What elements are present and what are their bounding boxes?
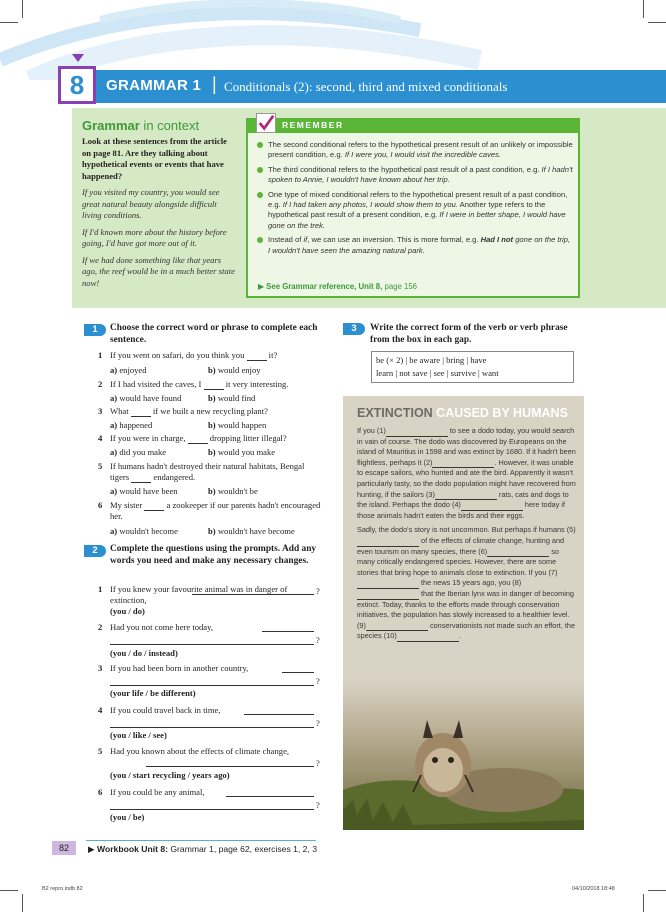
gap-number: (7) [548,567,558,577]
example-sentence: If you visited my country, you would see great natural beauty alongside difficult living conditions. [82,187,220,220]
workbook-reference[interactable]: ▶ Workbook Unit 8: Grammar 1, page 62, exercises 1, 2, 3 [88,844,318,854]
gap-blank[interactable] [397,633,459,642]
ex1-question: 3 What if we built a new recycling plant? [98,406,268,416]
remember-item: Instead of if, we can use an inversion. This is more formal, e.g. Had I not gone on the trip, I wouldn't have seen the amazing natural park. [256,235,574,256]
gap-blank[interactable] [357,538,419,547]
prompt: (your life / be different) [110,688,196,698]
ex2-question: 3 If you had been born in another country, [98,663,249,673]
header-decoration [0,0,666,80]
ex2-question: 6 If you could be any animal, [98,787,205,797]
ex2-question: 4 If you could travel back in time, [98,705,221,715]
gap-number: (5) [566,525,576,535]
crop-mark [648,890,666,891]
exercise-instruction: Write the correct form of the verb or verb phrase from the box in each gap. [370,323,568,345]
ex1-question: 2 If I had visited the caves, I it very interesting. [98,379,289,389]
answer-line[interactable] [146,766,314,767]
checkmark-icon [256,113,276,133]
article-text: . However, it was unable to escape sailors, who hunted and ate the bird. Apparently it wasn't particularly tasty, so the dodo population might have recovered from hunting, if the sailors [357,457,576,499]
gap-number: (6) [478,546,488,556]
option-b[interactable]: b) would find [208,393,256,403]
word-box-row: be (× 2) | be aware | bring | have [376,355,487,365]
article-text: here today if those animals hadn't eaten the birds and their eggs. [357,500,566,520]
answer-blank[interactable] [204,380,224,390]
bullet-icon [257,167,263,173]
crop-mark [643,0,644,18]
grammar-intro: Look at these sentences from the article on page 81. Are they talking about hypothetical events or events that have happened? [82,136,227,181]
article-text: conservationists not made such an effort, the species [357,620,576,641]
ex2-question: 2 Had you not come here today, [98,622,214,632]
article-paragraph [357,426,577,521]
print-slug-date: 04/10/2018 18:48 [572,886,615,892]
gap-blank[interactable] [432,459,494,468]
answer-blank[interactable] [188,434,208,444]
bullet-icon [257,142,263,148]
gap-number: (8) [512,578,522,588]
answer-blank[interactable] [247,351,267,361]
section-title: GRAMMAR 1 [106,77,202,94]
exercise-instruction: Complete the questions using the prompts. Add any words you need and make any necessary changes. [110,544,317,566]
exercise-number-badge: 3 [343,323,365,335]
question-mark: ? [316,758,320,768]
option-a[interactable]: a) wouldn't become [110,526,178,536]
option-b[interactable]: b) wouldn't have become [208,526,295,536]
answer-line[interactable] [244,714,314,715]
gap-blank[interactable] [357,580,419,589]
article-text: to see a dodo today, you would search in vain of course. The dodo was discovered by Europeans on the island of Mauritius in 1598 and was extinct by 1680. If it hadn't been flightless, perhaps it [357,426,576,467]
prompt: (you / like / see) [110,730,167,740]
article-text: the news 15 years ago, you [419,578,513,588]
crop-mark [22,894,23,912]
bullet-icon [257,192,263,198]
answer-line[interactable] [192,594,314,595]
lynx-photo [343,680,584,830]
article-text: Sadly, the dodo's story is not uncommon. But perhaps if humans [357,525,567,535]
crop-mark [0,22,18,23]
remember-item: The third conditional refers to the hypothetical past result of a past condition, e.g. If I hadn't spoken to Annie, I wouldn't have known about her trip. [256,165,574,186]
gap-blank[interactable] [366,622,428,631]
ex1-question: 1 If you went on safari, do you think you it? [98,350,278,360]
answer-blank[interactable] [144,501,164,511]
option-a[interactable]: a) would have been [110,486,178,496]
unit-number: 8 [69,69,85,100]
option-a[interactable]: a) happened [110,420,153,430]
bullet-icon [257,237,263,243]
option-b[interactable]: b) would happen [208,420,267,430]
title-separator: | [212,74,217,94]
ex2-question: 1 If you knew your favourite animal was in danger of extinction, [98,584,288,605]
prompt: (you / do / instead) [110,648,178,658]
option-a[interactable]: a) enjoyed [110,365,147,375]
gap-blank[interactable] [357,591,419,600]
gap-blank[interactable] [386,428,448,437]
gap-blank[interactable] [461,502,523,511]
exercise-number-badge: 1 [84,324,106,336]
answer-line[interactable] [226,796,314,797]
grammar-reference-link[interactable]: ▶ See Grammar reference, Unit 8, page 156 [258,282,418,291]
word-box-row: learn | not save | see | survive | want [376,368,499,378]
article-text: rats, cats and dogs to the island. Perhaps the dodo [357,489,569,510]
gap-number: (9) [357,620,366,630]
ex2-question: 5 Had you known about the effects of climate change, [98,746,290,756]
prompt: (you / start recycling / years ago) [110,770,230,780]
article-title: EXTINCTION CAUSED BY HUMANS [357,406,568,420]
remember-item: One type of mixed conditional refers to the hypothetical present result of a past condition, e.g. If I had taken any photos, I would show them to you. Another type refers to the hypothetical past result of a present condition, e.g. If I were in better shape, I would have gone on the trek. [256,190,574,232]
gap-blank[interactable] [487,548,549,557]
article-body [357,426,577,646]
crop-mark [648,22,666,23]
example-sentence: If we had done something like that years ago, the reef would be in a much better state now! [82,254,235,288]
gap-number: (10) [383,631,397,641]
gap-blank[interactable] [435,491,497,500]
question-mark: ? [316,635,320,645]
page-number: 82 [52,841,76,855]
ex1-question: 6 My sister a zookeeper if our parents hadn't encouraged her. [98,500,321,521]
exercise-instruction: Choose the correct word or phrase to complete each sentence. [110,323,318,345]
gap-number: (3) [425,489,435,499]
grammar-in-context-title: Grammar in context [82,118,200,133]
footer-divider [86,840,316,841]
ex1-question: 4 If you were in charge, dropping litter illegal? [98,433,287,443]
remember-list [256,140,574,260]
print-slug-file: B2 repro.indb 82 [42,886,83,892]
option-b[interactable]: b) would enjoy [208,365,261,375]
article-text: . [458,631,461,641]
word-box [371,351,574,383]
prompt: (you / do) [110,606,145,616]
article-text: If you [357,426,377,435]
question-mark: ? [316,676,320,686]
question-mark: ? [316,718,320,728]
gap-number: (4) [451,500,461,510]
question-mark: ? [316,800,320,810]
answer-line[interactable] [262,631,314,632]
answer-line[interactable] [110,809,314,810]
answer-line[interactable] [110,685,314,686]
section-subtitle: Conditionals (2): second, third and mixed conditionals [224,79,508,94]
prompt: (you / be) [110,812,145,822]
unit-number-box [58,66,96,104]
answer-line[interactable] [110,644,314,645]
crop-mark [643,894,644,912]
grammar-in-context-body [82,136,238,294]
crop-mark [22,0,23,18]
crop-mark [0,890,18,891]
article-paragraph [357,525,577,642]
exercise-number-badge: 2 [84,545,106,557]
ex1-question: 5 If humans hadn't destroyed their natural habitats, Bengal tigers endangered. [98,461,305,482]
unit-marker-triangle [72,54,84,62]
answer-line[interactable] [110,727,314,728]
answer-blank[interactable] [131,473,151,483]
answer-line[interactable] [282,672,314,673]
option-a[interactable]: a) did you make [110,447,167,457]
option-b[interactable]: b) wouldn't be [208,486,258,496]
article-text: of the effects of climate change, hunting and even tourism on many species, there [357,535,565,556]
gap-number: (2) [423,457,433,467]
article-text: so many critically endangered species. However, there are some stories that bring hope to animals close to extinction. If you [357,546,559,577]
answer-blank[interactable] [131,407,151,417]
gap-number: (1) [376,426,386,435]
option-b[interactable]: b) would you make [208,447,276,457]
article-text: that the Iberian lynx was in danger of becoming extinct. Today, thanks to the efforts made through conservation initiatives, the population has slowly increased to a healthier level. [357,588,574,620]
example-sentence: If I'd known more about the history before going, I'd have got more out of it. [82,226,227,248]
question-mark: ? [316,586,320,596]
option-a[interactable]: a) would have found [110,393,182,403]
remember-item: The second conditional refers to the hypothetical present result of an unlikely or impossible present condition, e.g. If I were you, I would visit the incredible caves. [256,140,574,161]
remember-label: REMEMBER [282,120,344,130]
